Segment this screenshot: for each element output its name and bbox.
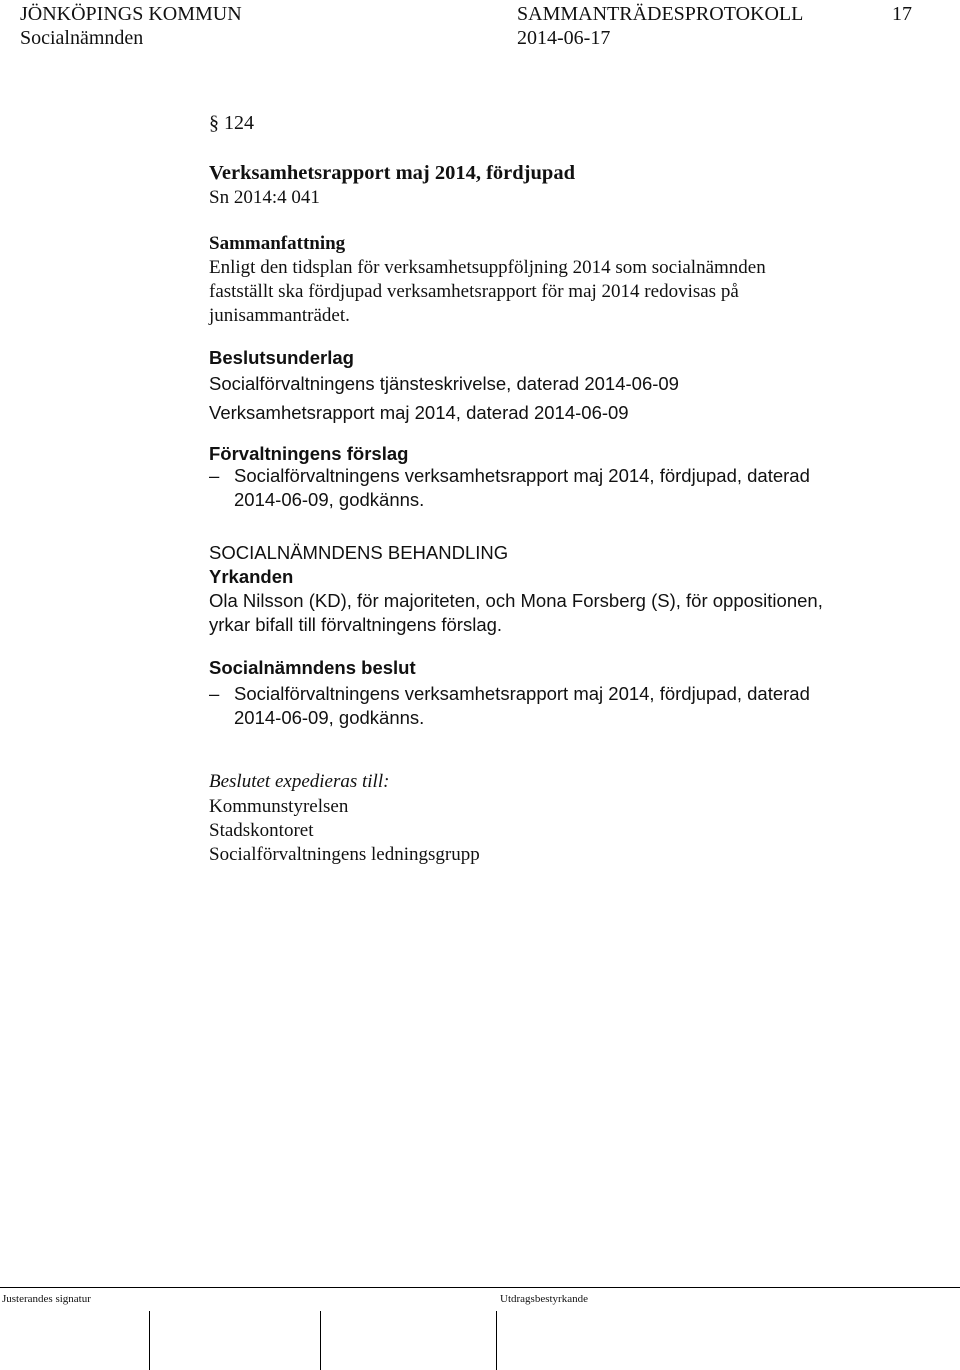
recipient: Socialförvaltningens ledningsgrupp	[209, 844, 480, 865]
sammanfattning-line: Enligt den tidsplan för verksamhetsuppföljning 2014 som socialnämnden	[209, 257, 766, 278]
beslutsunderlag-heading: Beslutsunderlag	[209, 347, 354, 368]
beslut-dash: –	[209, 683, 220, 704]
page-number: 17	[892, 3, 912, 25]
forslag-heading: Förvaltningens förslag	[209, 443, 409, 464]
committee-name: Socialnämnden	[20, 27, 144, 49]
behandling-heading: SOCIALNÄMNDENS BEHANDLING	[209, 542, 509, 563]
forslag-line: 2014-06-09, godkänns.	[234, 489, 425, 510]
forslag-dash: –	[209, 465, 220, 486]
signature-box-divider	[496, 1311, 497, 1370]
section-number-value: 124	[224, 112, 254, 134]
meeting-date: 2014-06-17	[517, 27, 611, 49]
justerandes-signatur-label: Justerandes signatur	[2, 1293, 91, 1305]
footer-divider	[0, 1287, 960, 1288]
section-number	[209, 112, 254, 135]
signature-box-divider	[149, 1311, 150, 1370]
document-type: SAMMANTRÄDESPROTOKOLL	[517, 3, 804, 25]
expedieras-heading: Beslutet expedieras till:	[209, 771, 390, 792]
case-number: Sn 2014:4 041	[209, 187, 320, 208]
yrkanden-line: yrkar bifall till förvaltningens förslag.	[209, 614, 503, 635]
recipient: Stadskontoret	[209, 820, 314, 841]
yrkanden-heading: Yrkanden	[209, 566, 294, 587]
beslutsunderlag-item: Socialförvaltningens tjänsteskrivelse, daterad 2014-06-09	[209, 373, 679, 394]
sammanfattning-line: junisammanträdet.	[209, 305, 350, 326]
beslut-heading: Socialnämndens beslut	[209, 657, 416, 678]
beslut-line: Socialförvaltningens verksamhetsrapport maj 2014, fördjupad, daterad	[234, 683, 810, 704]
beslutsunderlag-item: Verksamhetsrapport maj 2014, daterad 2014-06-09	[209, 402, 629, 423]
yrkanden-line: Ola Nilsson (KD), för majoriteten, och Mona Forsberg (S), för oppositionen,	[209, 590, 823, 611]
utdragsbestyrkande-label: Utdragsbestyrkande	[500, 1293, 588, 1305]
recipient: Kommunstyrelsen	[209, 796, 349, 817]
forslag-line: Socialförvaltningens verksamhetsrapport maj 2014, fördjupad, daterad	[234, 465, 810, 486]
section-title: Verksamhetsrapport maj 2014, fördjupad	[209, 162, 575, 184]
signature-box-divider	[320, 1311, 321, 1370]
sammanfattning-line: fastställt ska fördjupad verksamhetsrapport för maj 2014 redovisas på	[209, 281, 739, 302]
paragraph-symbol: §	[209, 112, 219, 134]
org-name: JÖNKÖPINGS KOMMUN	[20, 3, 242, 25]
sammanfattning-heading: Sammanfattning	[209, 233, 346, 254]
beslut-line: 2014-06-09, godkänns.	[234, 707, 425, 728]
